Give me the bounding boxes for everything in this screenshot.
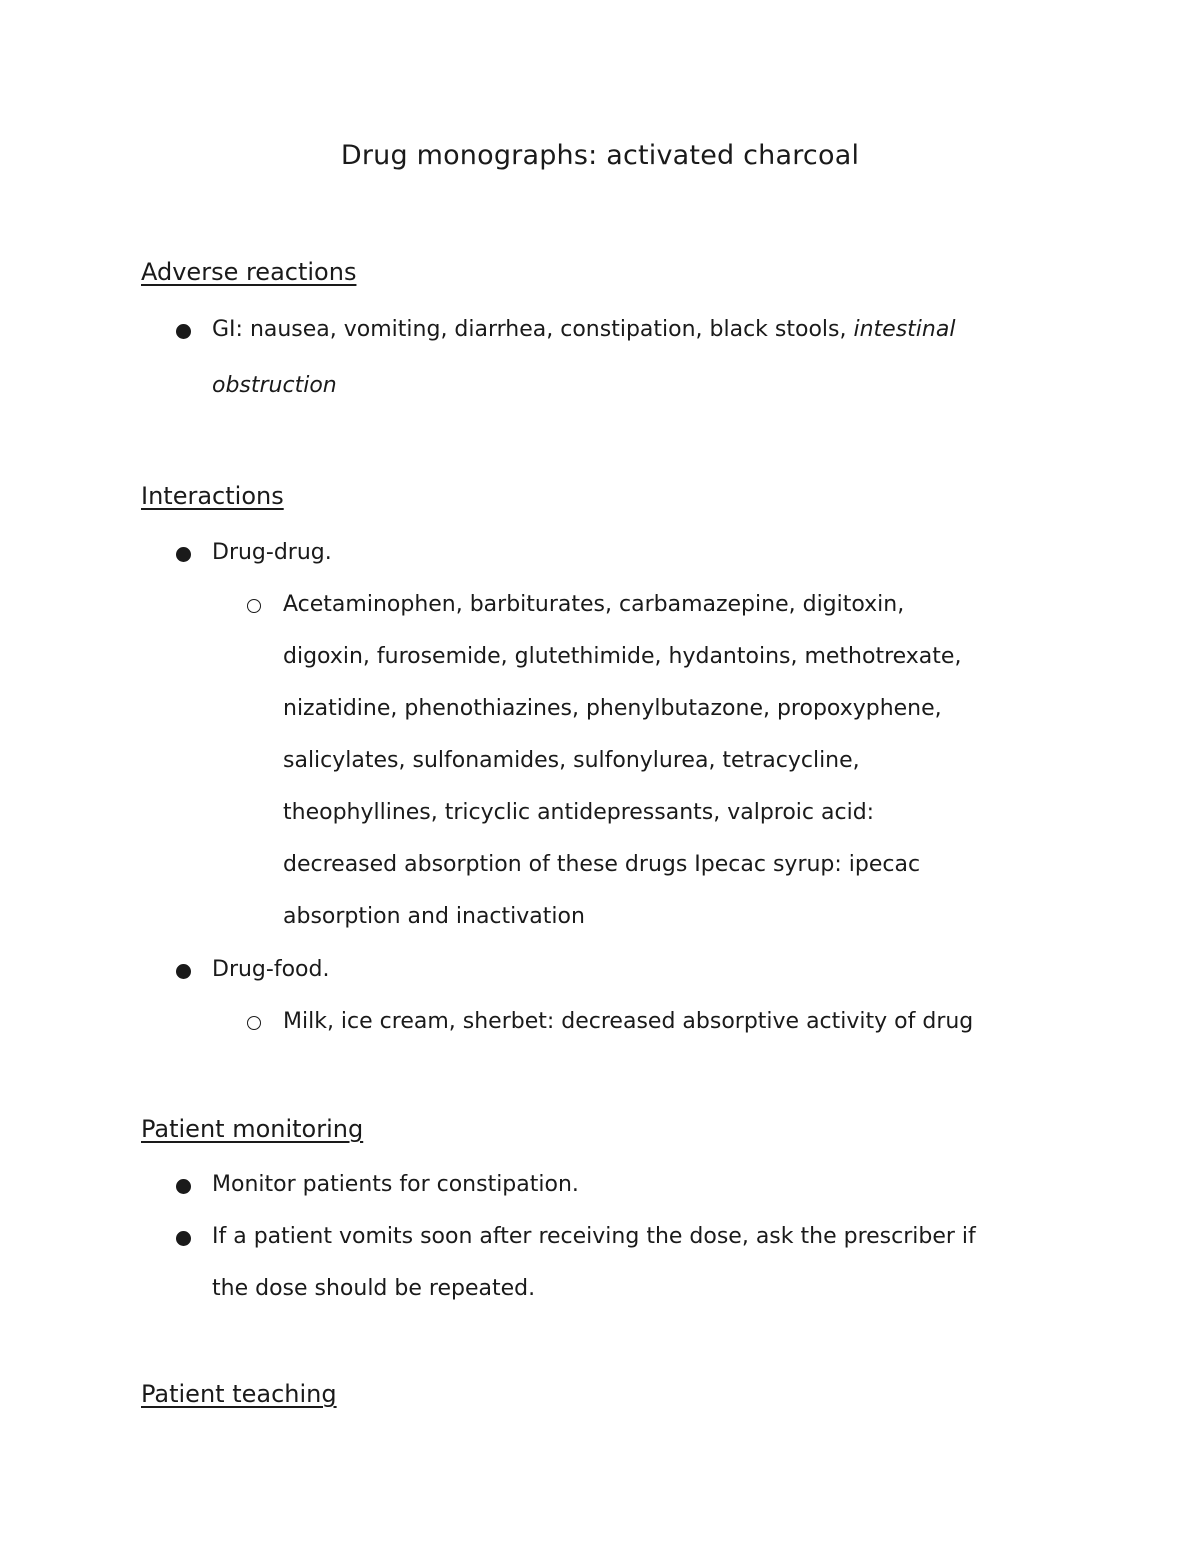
drug-drug-line: digoxin, furosemide, glutethimide, hydantoins, methotrexate, (283, 644, 962, 669)
heading-adverse-reactions: Adverse reactions (141, 258, 357, 286)
adverse-gi-text: GI: nausea, vomiting, diarrhea, constipation, black stools, (212, 317, 854, 342)
drug-food-label: Drug-food. (212, 957, 330, 982)
bullet-hollow-icon (247, 1016, 261, 1030)
heading-patient-teaching: Patient teaching (141, 1380, 337, 1408)
bullet-filled-icon (176, 324, 191, 339)
heading-patient-monitoring: Patient monitoring (141, 1115, 364, 1143)
drug-drug-line: salicylates, sulfonamides, sulfonylurea, tetracycline, (283, 748, 860, 773)
bullet-filled-icon (176, 964, 191, 979)
drug-drug-label: Drug-drug. (212, 540, 332, 565)
drug-drug-line: theophyllines, tricyclic antidepressants, valproic acid: (283, 800, 875, 825)
monitoring-item-continued: the dose should be repeated. (212, 1276, 536, 1301)
drug-drug-line: decreased absorption of these drugs Ipecac syrup: ipecac (283, 852, 921, 877)
drug-drug-line: nizatidine, phenothiazines, phenylbutazone, propoxyphene, (283, 696, 942, 721)
drug-drug-line: absorption and inactivation (283, 904, 585, 929)
bullet-filled-icon (176, 547, 191, 562)
monitoring-item: Monitor patients for constipation. (212, 1172, 579, 1197)
bullet-filled-icon (176, 1179, 191, 1194)
bullet-hollow-icon (247, 599, 261, 613)
adverse-gi-line-1 (212, 315, 955, 345)
adverse-gi-italic-1: intestinal (853, 317, 956, 342)
drug-food-line: Milk, ice cream, sherbet: decreased absorptive activity of drug (283, 1009, 974, 1034)
monitoring-item: If a patient vomits soon after receiving the dose, ask the prescriber if (212, 1224, 976, 1249)
document-title: Drug monographs: activated charcoal (340, 140, 860, 171)
drug-drug-line: Acetaminophen, barbiturates, carbamazepine, digitoxin, (283, 592, 905, 617)
adverse-gi-line-2: obstruction (212, 373, 337, 398)
heading-interactions: Interactions (141, 482, 284, 510)
bullet-filled-icon (176, 1231, 191, 1246)
